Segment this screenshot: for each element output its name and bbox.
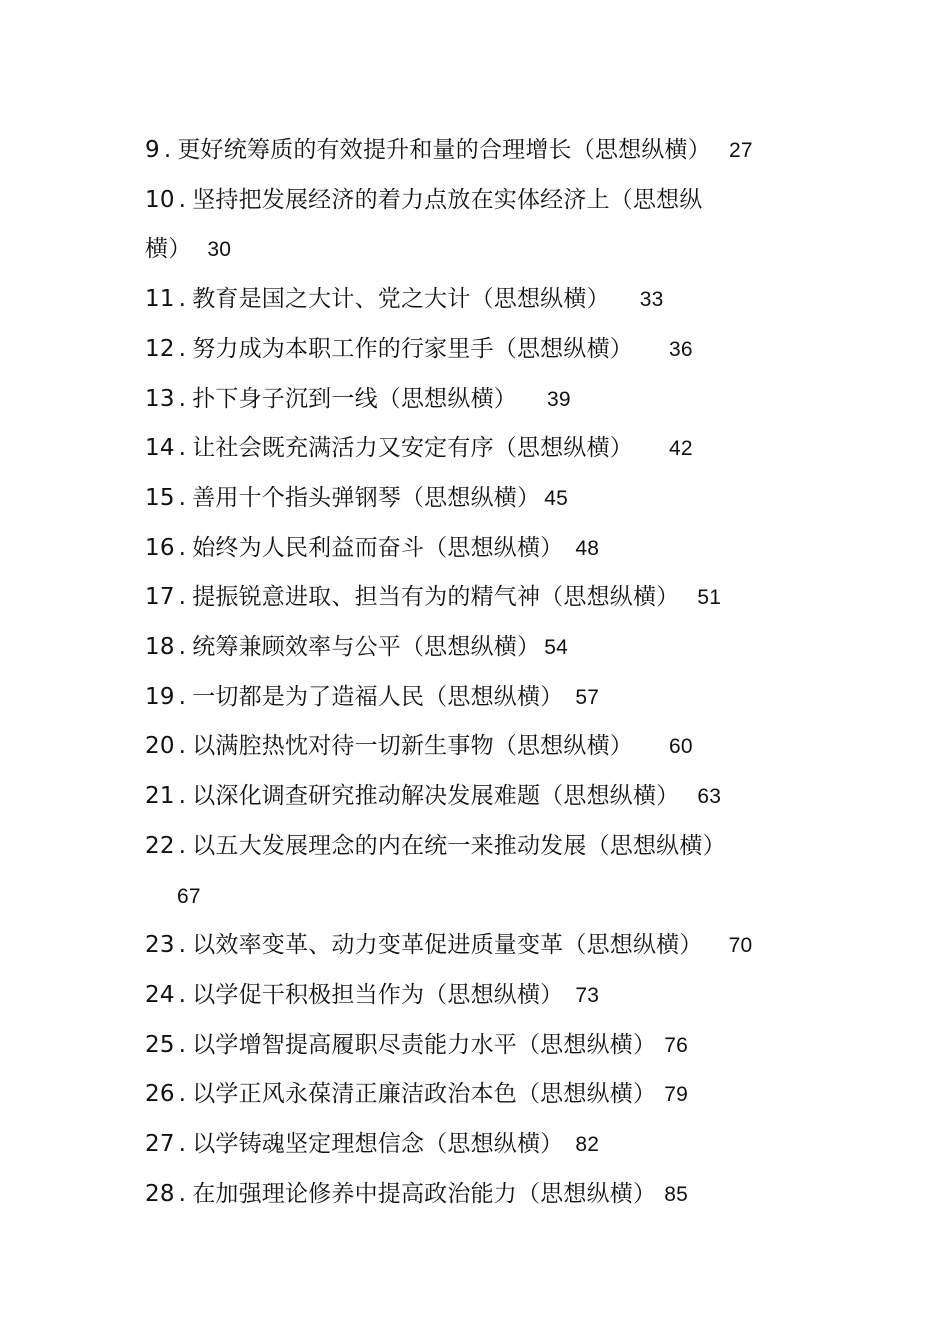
toc-entry-number: 25	[145, 1031, 175, 1058]
toc-entry-title: 始终为人民利益而奋斗（思想纵横）	[192, 534, 564, 561]
toc-entry-separator: .	[178, 1031, 187, 1058]
toc-entry[interactable]	[145, 1021, 815, 1071]
toc-entry-title: 以学铸魂坚定理想信念（思想纵横）	[192, 1131, 564, 1158]
toc-entry[interactable]	[145, 325, 815, 375]
toc-entry-page-number: 63	[697, 785, 722, 809]
toc-entry-title: 一切都是为了造福人民（思想纵横）	[192, 683, 564, 710]
toc-entry-title: 坚持把发展经济的着力点放在实体经济上（思想纵	[192, 186, 703, 213]
toc-entry-number: 20	[145, 733, 175, 760]
toc-entry-page-number: 33	[639, 288, 664, 312]
toc-entry-number: 27	[145, 1131, 175, 1158]
toc-entry-number: 10	[145, 186, 175, 213]
toc-entry-page-number: 51	[697, 586, 722, 610]
toc-entry[interactable]	[145, 375, 815, 425]
toc-entry-number: 14	[145, 435, 175, 462]
toc-entry-separator: .	[178, 584, 187, 611]
toc-entry-separator: .	[178, 683, 187, 710]
toc-entry-separator: .	[178, 385, 187, 412]
toc-entry[interactable]	[145, 822, 815, 872]
toc-entry-separator: .	[178, 932, 187, 959]
toc-entry-title: 提振锐意进取、担当有为的精气神（思想纵横）	[192, 584, 680, 611]
toc-entry-title: 教育是国之大计、党之大计（思想纵横）	[192, 286, 610, 313]
toc-entry-continuation[interactable]	[145, 225, 815, 275]
toc-entry-number: 15	[145, 484, 175, 511]
toc-entry-separator: .	[178, 733, 187, 760]
toc-entry-title: 以满腔热忱对待一切新生事物（思想纵横）	[192, 733, 633, 760]
toc-entry-separator: .	[178, 1081, 187, 1108]
toc-entry-title: 扑下身子沉到一线（思想纵横）	[192, 385, 517, 412]
toc-entry-title: 努力成为本职工作的行家里手（思想纵横）	[192, 335, 633, 362]
toc-entry[interactable]	[145, 772, 815, 822]
toc-entry-title: 统筹兼顾效率与公平（思想纵横）	[192, 634, 541, 661]
toc-entry-number: 23	[145, 932, 175, 959]
toc-entry[interactable]	[145, 1070, 815, 1120]
toc-entry-number: 9	[145, 137, 160, 163]
toc-entry-page-number: 30	[207, 238, 232, 262]
toc-entry-title: 在加强理论修养中提高政治能力（思想纵横）	[192, 1180, 657, 1207]
toc-entry-separator: .	[178, 981, 187, 1008]
toc-entry-page-number: 60	[669, 735, 693, 759]
toc-entry-number: 18	[145, 634, 175, 661]
toc-entry-number: 16	[145, 534, 175, 561]
toc-entry[interactable]	[145, 623, 815, 673]
toc-entry-page-number: 48	[575, 536, 600, 560]
toc-entry-separator: .	[178, 634, 187, 661]
toc-entry-title-continued: 横）	[145, 236, 192, 263]
toc-entry-page-number: 79	[664, 1083, 688, 1107]
toc-entry-page-number: 54	[544, 636, 568, 660]
toc-entry-separator: .	[178, 1131, 187, 1158]
toc-entry-page-number: 85	[664, 1182, 688, 1206]
toc-entry[interactable]	[145, 1120, 815, 1170]
toc-entry-title: 以学促干积极担当作为（思想纵横）	[192, 981, 564, 1008]
toc-entry-number: 11	[145, 286, 175, 313]
toc-entry-number: 26	[145, 1081, 175, 1108]
toc-entry-number: 12	[145, 335, 175, 362]
toc-entry-number: 13	[145, 385, 175, 412]
toc-entry-page-number: 76	[664, 1033, 688, 1057]
toc-entry-number: 28	[145, 1180, 175, 1207]
toc-entry-title: 以学正风永葆清正廉洁政治本色（思想纵横）	[192, 1081, 657, 1108]
toc-entry[interactable]	[145, 921, 815, 971]
toc-entry-title: 让社会既充满活力又安定有序（思想纵横）	[192, 435, 633, 462]
toc-entry[interactable]	[145, 573, 815, 623]
toc-entry-page-number: 39	[547, 387, 571, 411]
toc-entry-number: 19	[145, 683, 175, 710]
toc-entry-number: 17	[145, 584, 175, 611]
toc-entry-title: 以效率变革、动力变革促进质量变革（思想纵横）	[192, 932, 703, 959]
toc-entry-title: 以学增智提高履职尽责能力水平（思想纵横）	[192, 1031, 657, 1058]
toc-entry-separator: .	[178, 534, 187, 561]
toc-entry[interactable]	[145, 971, 815, 1021]
toc-entry-title: 善用十个指头弹钢琴（思想纵横）	[192, 484, 541, 511]
toc-entry[interactable]	[145, 176, 815, 226]
toc-entry[interactable]	[145, 1170, 815, 1220]
toc-entry-title: 更好统筹质的有效提升和量的合理增长（思想纵横）	[177, 137, 711, 163]
toc-entry-title: 以深化调查研究推动解决发展难题（思想纵横）	[192, 783, 680, 810]
toc-entry-page-number: 82	[575, 1133, 600, 1157]
table-of-contents	[145, 126, 815, 1219]
toc-entry-page-number: 45	[544, 486, 568, 510]
toc-entry-separator: .	[178, 186, 187, 213]
toc-entry[interactable]	[145, 275, 815, 325]
toc-entry-number: 21	[145, 783, 175, 810]
toc-entry-separator: .	[178, 286, 187, 313]
toc-entry-separator: .	[178, 484, 187, 511]
toc-entry-page-number: 42	[669, 437, 693, 461]
toc-entry-continuation[interactable]	[145, 872, 815, 922]
toc-entry-separator: .	[178, 1180, 187, 1207]
toc-entry[interactable]	[145, 126, 815, 176]
toc-entry-separator: .	[163, 137, 172, 163]
toc-entry-separator: .	[178, 783, 187, 810]
toc-entry-number: 22	[145, 832, 175, 859]
toc-entry-page-number: 36	[669, 337, 693, 361]
toc-entry-page-number: 27	[728, 139, 753, 162]
toc-entry-separator: .	[178, 435, 187, 462]
toc-entry-separator: .	[178, 335, 187, 362]
toc-entry-page-number: 67	[177, 884, 201, 908]
toc-entry[interactable]	[145, 722, 815, 772]
toc-entry-title: 以五大发展理念的内在统一来推动发展（思想纵横）	[192, 832, 726, 859]
toc-entry[interactable]	[145, 524, 815, 574]
toc-entry-separator: .	[178, 832, 187, 859]
toc-entry[interactable]	[145, 424, 815, 474]
toc-entry-page-number: 70	[728, 934, 753, 958]
toc-entry[interactable]	[145, 673, 815, 723]
toc-entry-number: 24	[145, 981, 175, 1008]
toc-entry-page-number: 57	[575, 685, 600, 709]
toc-entry[interactable]	[145, 474, 815, 524]
toc-entry-page-number: 73	[575, 983, 600, 1007]
